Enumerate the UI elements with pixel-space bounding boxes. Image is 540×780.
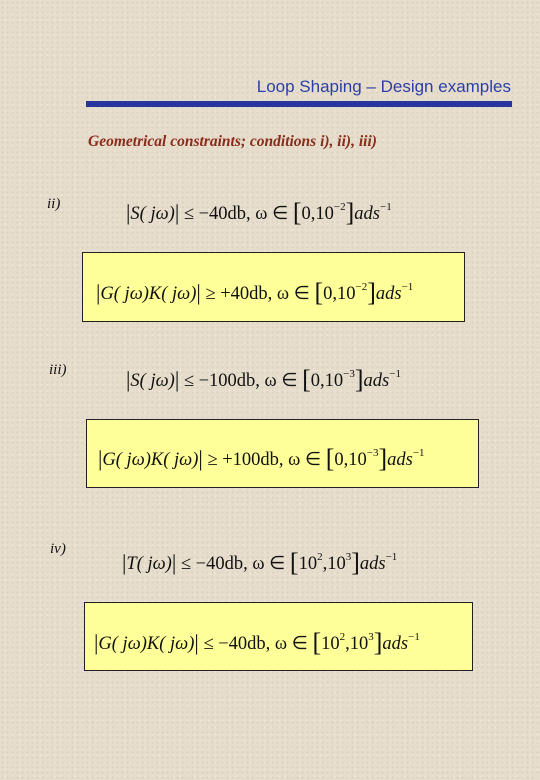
condition-label-iv: iv) [50,541,66,557]
complementary-sensitivity-constraint-iv: |T( jω)| ≤ −40db, ω ∈ $[10^2,10^3]ads^{-1}$ [122,548,398,577]
sensitivity-constraint-ii: |S( jω)| ≤ −40db, ω ∈ $[0,10^{-2}]ads^{-1}$ [126,198,392,227]
loop-constraint-box-iii [86,419,479,488]
loop-constraint-iv: |G( jω)K( jω)| ≤ −40db, ω ∈ $[10^2,10^3]ads^{-1}$ [94,628,420,657]
sensitivity-constraint-iii: |S( jω)| ≤ −100db, ω ∈ $[0,10^{-3}]ads^{-1}$ [126,365,401,394]
loop-constraint-box-iv [84,602,473,671]
loop-constraint-box-ii [82,252,465,322]
condition-label-iii: iii) [49,362,67,378]
slide-subtitle: Geometrical constraints; conditions i), ii), iii) [88,133,377,150]
condition-label-ii: ii) [47,196,61,212]
title-underline [86,101,512,107]
loop-constraint-ii: |G( jω)K( jω)| ≥ +40db, ω ∈ $[0,10^{-2}]ads^{-1}$ [96,278,414,307]
slide-title: Loop Shaping – Design examples [256,77,511,96]
loop-constraint-iii: |G( jω)K( jω)| ≥ +100db, ω ∈ $[0,10^{-3}]ads^{-1}$ [98,444,425,473]
